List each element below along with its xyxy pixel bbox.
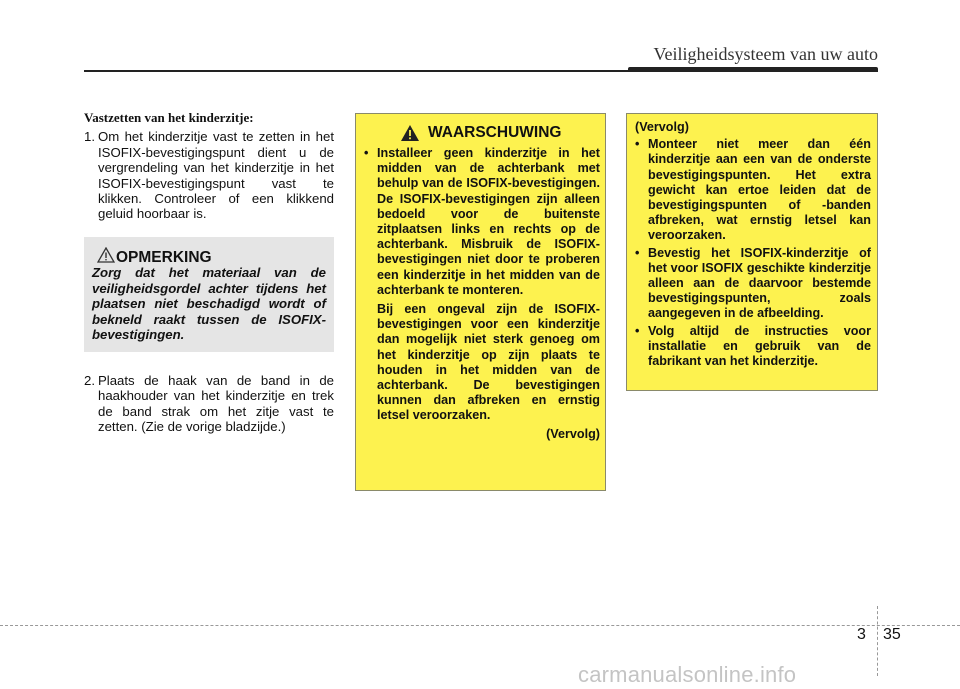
instructions-column xyxy=(84,110,334,222)
warning-item xyxy=(364,146,600,298)
warning-item-text: Installeer geen kinderzitje in het midden van de achterbank met behulp van de ISOFIX-bevestigingen. De ISOFIX-bevestigingen zijn alleen bedoeld voor de buitenste zitplaatsen links en rechts op de achterbank. Misbruik de ISOFIX-bevestigingen niet door te proberen een kinderzitje in het midden van de achterbank te monteren. xyxy=(377,146,600,297)
warning-item xyxy=(635,324,871,370)
section-heading: Vastzetten van het kinderzitje: xyxy=(84,110,254,125)
step-2-block xyxy=(84,373,334,435)
footer-separator xyxy=(877,606,878,676)
step-2 xyxy=(84,373,334,435)
note-box xyxy=(84,237,334,352)
warning-item-text: Volg altijd de instructies voor installatie en gebruik van de fabrikant van het kinderzitje. xyxy=(648,323,871,369)
warning-box xyxy=(355,113,606,491)
warning-item-text: Bevestig het ISOFIX-kinderzitje of het voor ISOFIX geschikte kinderzitje alleen aan de daarvoor bestemde bevestigingspunten, zoals aangegeven in de afbeelding. xyxy=(648,245,871,321)
watermark: carmanualsonline.info xyxy=(578,662,797,687)
header-rule-accent xyxy=(628,67,878,72)
warning-continued-box xyxy=(626,113,878,391)
warning-item-paragraph: Bij een ongeval zijn de ISOFIX-bevestigingen voor een kinderzitje dan mogelijk niet sterk genoeg om het kinderzitje op zijn plaats te houden in het midden van de achterbank. De bevestigingen kunnen dan afbreken en ernstig letsel veroorzaken. xyxy=(377,302,600,423)
step-2-text: Plaats de haak van de band in de haakhouder van het kinderzitje en trek de band strak om het zitje vast te zetten. (Zie de vorige bladzijde.) xyxy=(98,373,334,435)
section-number: 3 xyxy=(857,626,866,643)
continued-label: (Vervolg) xyxy=(546,426,600,441)
warning-item xyxy=(635,137,871,243)
bullet-mark: • xyxy=(635,137,640,152)
warning-title: WAARSCHUWING xyxy=(427,124,562,141)
warning-triangle-icon xyxy=(400,124,420,142)
step-2-number: 2. xyxy=(84,373,95,388)
warning-continued-body xyxy=(635,120,871,369)
warning-body xyxy=(364,146,600,442)
caution-triangle-icon xyxy=(97,247,115,263)
note-body: Zorg dat het materiaal van de veiligheidsgordel achter tijdens het plaatsen niet beschadigd wordt of bekneld raakt tussen de ISOFIX-bevestigingen. xyxy=(92,265,326,343)
bullet-mark: • xyxy=(635,245,640,260)
footer-rule xyxy=(0,625,960,626)
bullet-mark: • xyxy=(635,323,640,338)
continued-heading: (Vervolg) xyxy=(635,120,689,134)
bullet-mark: • xyxy=(364,146,369,160)
note-title: OPMERKING xyxy=(116,249,212,266)
warning-header xyxy=(356,124,605,142)
step-1 xyxy=(84,129,334,221)
step-1-number: 1. xyxy=(84,129,95,145)
warning-item-text: Monteer niet meer dan één kinderzitje aan een van de onderste bevestigingspunten. Het extra gewicht kan ertoe leiden dat de bevestigingspunten of -banden afbreken, wat ernstig letsel kan veroorzaken. xyxy=(648,137,871,243)
step-1-text: Om het kinderzitje vast te zetten in het ISOFIX-bevestigingspunt dient u de vergrendeling van het kinderzitje in het ISOFIX-bevestigingspunt vast te klikken. Controleer of een klikkend geluid hoorbaar is. xyxy=(98,129,334,222)
page-header-title: Veiligheidsysteem van uw auto xyxy=(653,44,878,64)
page-number: 35 xyxy=(883,626,901,643)
warning-item xyxy=(635,246,871,322)
